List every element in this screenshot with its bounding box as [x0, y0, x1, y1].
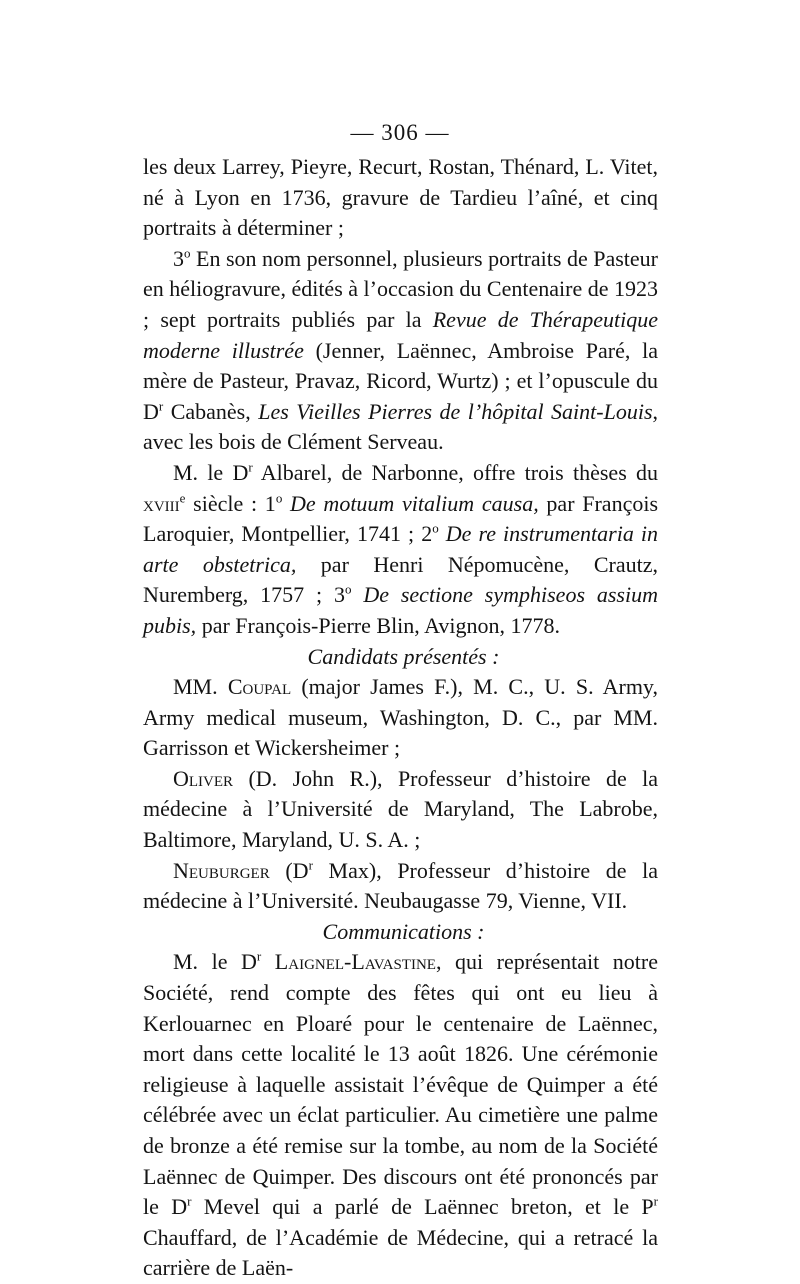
candidate-neuburger: [143, 856, 658, 917]
text-run: (D: [269, 857, 309, 883]
text-run: Chauffard, de l’Académie de Médecine, qui a retracé la carrière de Laën-: [143, 1224, 658, 1281]
candidate-oliver: [143, 764, 658, 856]
text-run: [439, 521, 446, 546]
paragraph-laignel-lavastine: [143, 947, 658, 1284]
text-run: r: [653, 1193, 658, 1209]
text-run: , avec les bois de Clément Serveau.: [143, 398, 659, 455]
paragraph-continuation: [143, 152, 658, 244]
text-run: M. le D: [173, 459, 249, 485]
text-run: r: [256, 949, 262, 965]
text-run: , qui représentait notre Société, rend compte des fêtes qui ont eu lieu à Kerlouarnec en Ploaré pour le centenaire de Laënnec, mort dans cette localité le 13 août 1826. Une cérémonie religieuse à laquelle assistait l’évêque de Quimper a été célébrée avec un éclat particulier. Au cimetière une palme de bronze a été remise sur la tombe, au nom de la Société Laënnec de Quimper. Des discours ont été prononcés par le D: [143, 949, 658, 1220]
text-run: Cabanès,: [163, 398, 259, 424]
body-text: [143, 152, 658, 1284]
text-run: 3: [173, 245, 184, 271]
text-run: Mevel qui a parlé de Laënnec breton, et le P: [191, 1194, 654, 1220]
section-heading-candidats: Candidats présentés :: [307, 643, 500, 669]
text-run: o: [184, 245, 191, 261]
text-run: (D. John R.), Professeur d’histoire de la médecine à l’Université de Maryland, The Labrobe, Baltimore, Maryland, U. S. A. ;: [143, 765, 658, 853]
text-run: par Henri Népomucène, Crautz, Nuremberg, 1757 ; 3: [143, 551, 658, 608]
text-run: par François Laroquier, Montpellier, 1741 ; 2: [143, 490, 659, 547]
text-run: (major James F.), M. C., U. S. Army, Army medical museum, Washington, D. C., par MM. Garrisson et Wickersheimer ;: [143, 674, 658, 761]
text-run: Neuburger: [173, 857, 270, 883]
text-run: Max), Professeur d’histoire de la médecine à l’Université. Neubaugasse 79, Vienne, VII.: [143, 857, 658, 914]
text-run: o: [432, 520, 439, 536]
text-run: siècle : 1: [185, 490, 276, 516]
text-run: o: [344, 581, 352, 597]
page-number: — 306 —: [350, 120, 450, 145]
text-run: De motuum vitalium causa,: [290, 490, 539, 516]
text-run: Revue de Thérapeutique moderne illustrée: [143, 306, 658, 363]
text-run: (Jenner, Laënnec, Ambroise Paré, la mère de Pasteur, Pravaz, Ricord, Wurtz) ; et l’opuscule du D: [143, 337, 658, 424]
paragraph-personal-donation: [143, 244, 658, 458]
section-heading-communications: Communications :: [322, 918, 485, 944]
text-run: r: [187, 1193, 192, 1209]
text-run: De sectione symphiseos assium pubis,: [143, 582, 658, 638]
text-run: par François-Pierre Blin, Avignon, 1778.: [196, 612, 560, 638]
text-run: [351, 582, 363, 607]
text-run: [261, 949, 275, 974]
text-run: Les Vieilles Pierres de l’hôpital Saint-Louis: [258, 398, 653, 424]
text-run: Laignel-Lavastine: [274, 949, 436, 975]
text-run: MM.: [173, 674, 228, 700]
text-run: Oliver: [173, 765, 234, 791]
text-run: Albarel, de Narbonne, offre trois thèses du: [252, 459, 659, 485]
text-run: Coupal: [227, 674, 292, 700]
paragraph-albarel-theses: [143, 458, 658, 642]
text-run: M. le D: [173, 949, 257, 975]
text-run: r: [308, 857, 313, 873]
text-run: De re instrumentaria in arte obstetrica,: [143, 521, 659, 577]
text-run: e: [179, 490, 186, 506]
text-run: r: [158, 398, 164, 414]
text-run: En son nom personnel, plusieurs portraits de Pasteur en héliogravure, édités à l’occasion du Centenaire de 1923 ; sept portraits publiés par la: [143, 245, 658, 332]
text-run: o: [275, 490, 283, 506]
text-run: xviii: [143, 490, 180, 516]
text-run: r: [248, 459, 253, 475]
text-run: les deux Larrey, Pieyre, Recurt, Rostan, Thénard, L. Vitet, né à Lyon en 1736, gravure de Tardieu l’aîné, et cinq portraits à déterminer ;: [143, 154, 658, 241]
candidate-coupal: [143, 672, 658, 764]
text-run: [282, 491, 290, 516]
